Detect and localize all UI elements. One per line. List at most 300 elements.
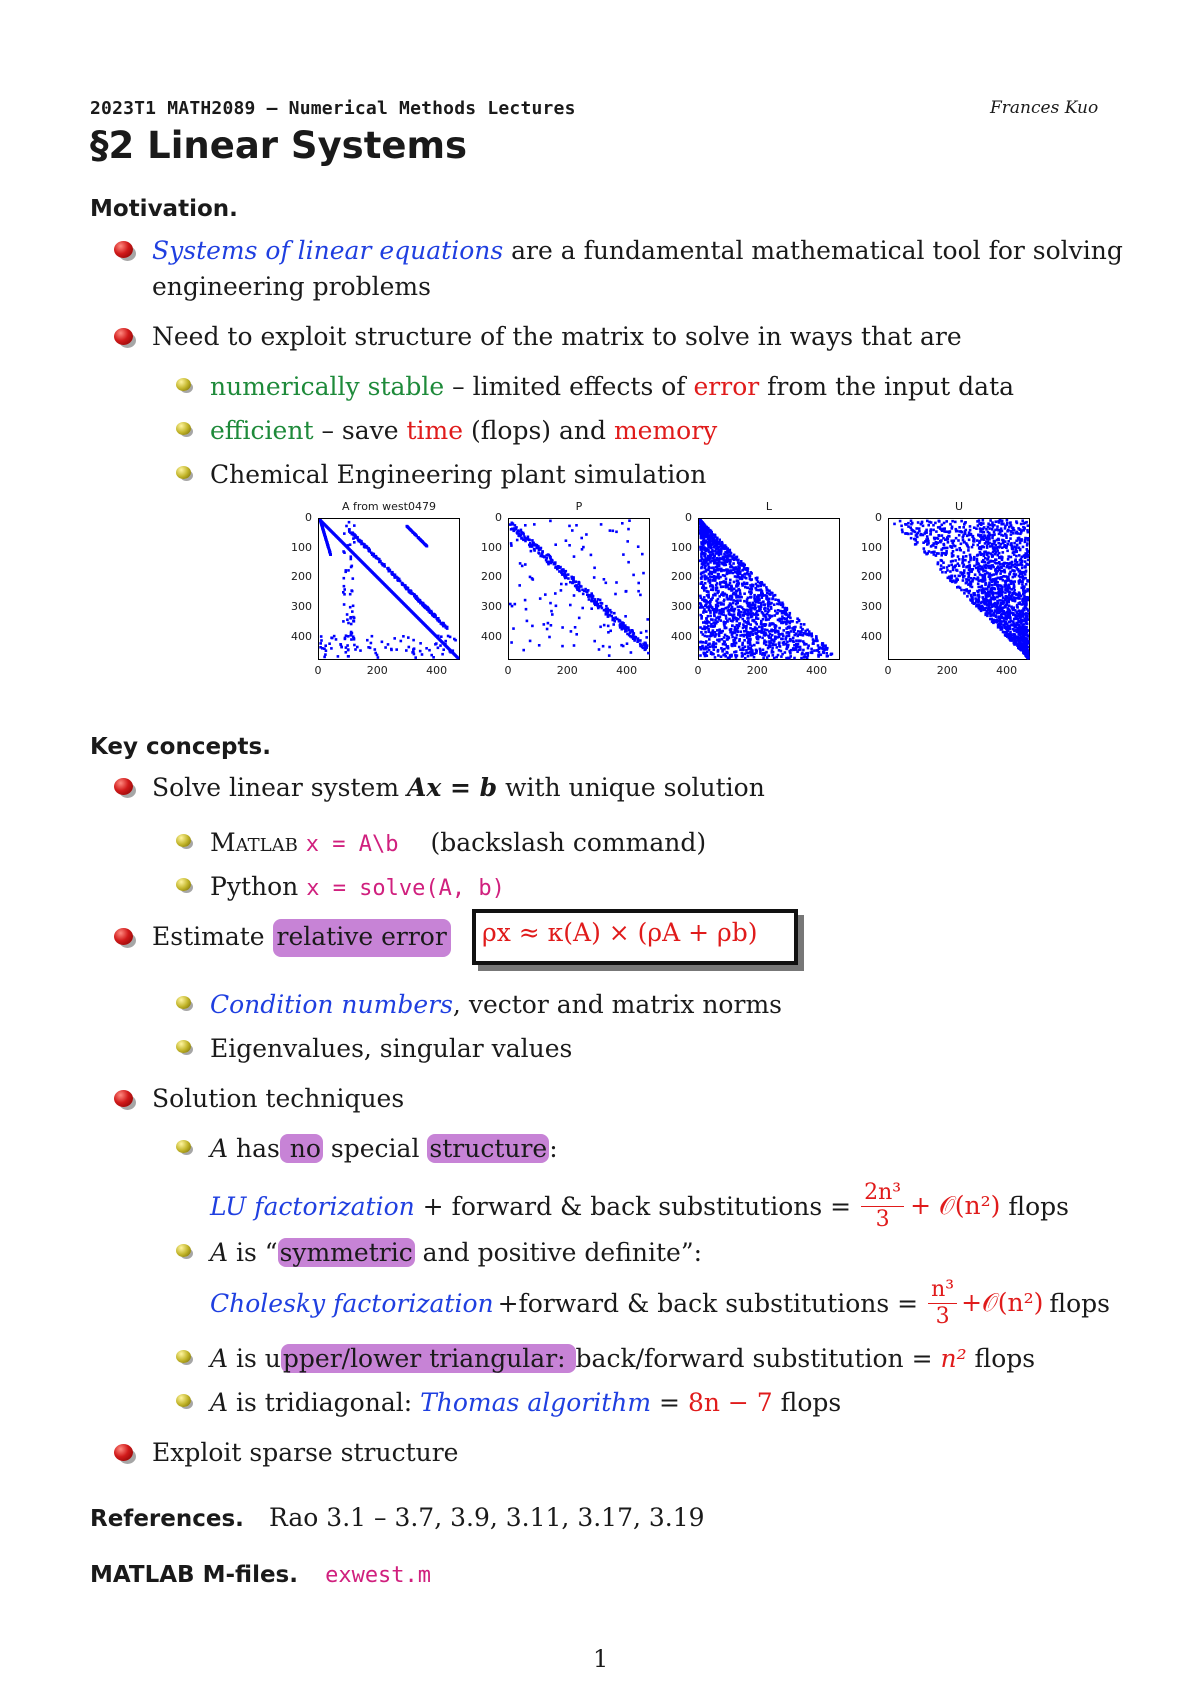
nonzero-marker — [801, 628, 804, 631]
page-title: §2 Linear Systems — [90, 124, 468, 167]
nonzero-marker — [739, 622, 742, 625]
nonzero-marker — [973, 526, 976, 529]
nonzero-marker — [749, 592, 752, 595]
nonzero-marker — [406, 525, 409, 528]
error-text: error — [693, 372, 760, 401]
nonzero-marker — [724, 634, 727, 637]
nonzero-marker — [527, 536, 530, 539]
cholesky-numerator: n³ — [928, 1279, 957, 1304]
nonzero-marker — [991, 534, 994, 537]
text-span: , vector and matrix norms — [452, 990, 782, 1019]
nonzero-marker — [1013, 553, 1016, 556]
nonzero-marker — [715, 587, 718, 590]
nonzero-marker — [1017, 623, 1020, 626]
nonzero-marker — [596, 603, 599, 606]
nonzero-marker — [900, 525, 903, 528]
nonzero-marker — [1015, 593, 1018, 596]
nonzero-marker — [711, 618, 714, 621]
nonzero-marker — [703, 589, 706, 592]
nonzero-marker — [724, 627, 727, 630]
nonzero-marker — [1024, 565, 1027, 568]
nonzero-marker — [350, 638, 353, 641]
nonzero-marker — [954, 521, 957, 524]
nonzero-marker — [603, 624, 606, 627]
nonzero-marker — [581, 589, 584, 592]
nonzero-marker — [728, 618, 731, 621]
nonzero-marker — [730, 655, 733, 658]
nonzero-marker — [421, 653, 424, 656]
nonzero-marker — [781, 638, 784, 641]
references-text: Rao 3.1 – 3.7, 3.9, 3.11, 3.17, 3.19 — [269, 1503, 705, 1532]
nonzero-marker — [615, 531, 618, 534]
nonzero-marker — [1009, 522, 1012, 525]
nonzero-marker — [710, 632, 713, 635]
flops-text: flops — [1049, 1288, 1110, 1318]
nonzero-marker — [758, 610, 761, 613]
nonzero-marker — [518, 584, 521, 587]
nonzero-marker — [958, 547, 961, 550]
nonzero-marker — [702, 641, 705, 644]
nonzero-marker — [737, 559, 740, 562]
nonzero-marker — [960, 530, 963, 533]
nonzero-marker — [777, 654, 780, 657]
nonzero-marker — [761, 596, 764, 599]
nonzero-marker — [384, 646, 387, 649]
nonzero-marker — [786, 641, 789, 644]
nonzero-marker — [1007, 540, 1010, 543]
matlab-code: x = A\b — [305, 832, 399, 857]
nonzero-marker — [347, 649, 350, 652]
nonzero-marker — [1023, 643, 1026, 646]
nonzero-marker — [1005, 536, 1008, 539]
nonzero-marker — [573, 644, 576, 647]
nonzero-marker — [519, 562, 522, 565]
nonzero-marker — [760, 621, 763, 624]
nonzero-marker — [752, 584, 755, 587]
nonzero-marker — [746, 614, 749, 617]
nonzero-marker — [960, 520, 963, 523]
nonzero-marker — [742, 647, 745, 650]
nonzero-marker — [598, 648, 601, 651]
nonzero-marker — [782, 612, 785, 615]
nonzero-marker — [755, 628, 758, 631]
nonzero-marker — [641, 645, 644, 648]
nonzero-marker — [602, 645, 605, 648]
nonzero-marker — [729, 555, 732, 558]
nonzero-marker — [1005, 617, 1008, 620]
nonzero-marker — [763, 633, 766, 636]
nonzero-marker — [954, 581, 957, 584]
text-span: has — [228, 1134, 280, 1163]
nonzero-marker — [777, 609, 780, 612]
nonzero-marker — [980, 607, 983, 610]
nonzero-marker — [716, 582, 719, 585]
nonzero-marker — [958, 534, 961, 537]
nonzero-marker — [943, 544, 946, 547]
nonzero-marker — [433, 615, 436, 618]
nonzero-marker — [324, 534, 327, 537]
nonzero-marker — [952, 566, 955, 569]
nonzero-marker — [574, 580, 577, 583]
nonzero-marker — [1024, 577, 1027, 580]
x-tick-label: 400 — [426, 664, 448, 677]
nonzero-marker — [772, 597, 775, 600]
nonzero-marker — [947, 541, 950, 544]
nonzero-marker — [995, 581, 998, 584]
nonzero-marker — [967, 549, 970, 552]
x-tick-label: 200 — [936, 664, 958, 677]
nonzero-marker — [1004, 599, 1007, 602]
nonzero-marker — [975, 563, 978, 566]
nonzero-marker — [591, 597, 594, 600]
sub-bullet-ball-icon — [176, 1140, 191, 1153]
nonzero-marker — [1019, 559, 1022, 562]
nonzero-marker — [965, 555, 968, 558]
nonzero-marker — [761, 611, 764, 614]
nonzero-marker — [962, 534, 965, 537]
nonzero-marker — [547, 622, 550, 625]
nonzero-marker — [405, 649, 408, 652]
nonzero-marker — [760, 602, 763, 605]
nonzero-marker — [759, 649, 762, 652]
nonzero-marker — [723, 640, 726, 643]
nonzero-marker — [1023, 586, 1026, 589]
nonzero-marker — [577, 581, 580, 584]
nonzero-marker — [982, 527, 985, 530]
nonzero-marker — [968, 564, 971, 567]
nonzero-marker — [981, 601, 984, 604]
nonzero-marker — [642, 572, 645, 575]
cholesky-fraction — [928, 1276, 957, 1329]
nonzero-marker — [810, 648, 813, 651]
nonzero-marker — [970, 599, 973, 602]
nonzero-marker — [1007, 558, 1010, 561]
nonzero-marker — [987, 552, 990, 555]
nonzero-marker — [726, 598, 729, 601]
nonzero-marker — [414, 656, 417, 659]
matlab-label: Matlab — [210, 828, 298, 857]
nonzero-marker — [742, 614, 745, 617]
nonzero-marker — [918, 527, 921, 530]
nonzero-marker — [713, 648, 716, 651]
nonzero-marker — [730, 569, 733, 572]
nonzero-marker — [939, 527, 942, 530]
nonzero-marker — [962, 579, 965, 582]
nonzero-marker — [976, 554, 979, 557]
nonzero-marker — [744, 586, 747, 589]
nonzero-marker — [639, 643, 642, 646]
nonzero-marker — [993, 604, 996, 607]
nonzero-marker — [969, 529, 972, 532]
nonzero-marker — [551, 613, 554, 616]
nonzero-marker — [733, 639, 736, 642]
nonzero-marker — [985, 599, 988, 602]
nonzero-marker — [645, 636, 648, 639]
nonzero-marker — [514, 524, 517, 527]
nonzero-marker — [343, 593, 346, 596]
triangular-highlight: pper/lower triangular: — [282, 1344, 574, 1373]
nonzero-marker — [721, 561, 724, 564]
nonzero-marker — [785, 607, 788, 610]
nonzero-marker — [736, 620, 739, 623]
nonzero-marker — [354, 648, 357, 651]
nonzero-marker — [1026, 623, 1029, 626]
nonzero-marker — [716, 592, 719, 595]
nonzero-marker — [374, 648, 377, 651]
nonzero-marker — [759, 652, 762, 655]
nonzero-marker — [1001, 613, 1004, 616]
nonzero-marker — [712, 621, 715, 624]
nonzero-marker — [702, 563, 705, 566]
nonzero-marker — [561, 645, 564, 648]
nonzero-marker — [958, 558, 961, 561]
nonzero-marker — [703, 608, 706, 611]
nonzero-marker — [636, 640, 639, 643]
nonzero-marker — [973, 557, 976, 560]
matrix-a: A — [210, 1238, 229, 1267]
matrix-a: A — [210, 1344, 229, 1373]
nonzero-marker — [999, 531, 1002, 534]
nonzero-marker — [1003, 620, 1006, 623]
nonzero-marker — [709, 530, 712, 533]
nonzero-marker — [719, 576, 722, 579]
nonzero-marker — [754, 599, 757, 602]
nonzero-marker — [824, 644, 827, 647]
spy-plot — [318, 518, 460, 660]
nonzero-marker — [726, 572, 729, 575]
nonzero-marker — [761, 637, 764, 640]
nonzero-marker — [938, 534, 941, 537]
nonzero-marker — [543, 623, 546, 626]
nonzero-marker — [418, 600, 421, 603]
nonzero-marker — [743, 626, 746, 629]
nonzero-marker — [609, 630, 612, 633]
nonzero-marker — [826, 655, 829, 658]
nonzero-marker — [350, 623, 353, 626]
nonzero-marker — [570, 630, 573, 633]
nonzero-marker — [343, 551, 346, 554]
nonzero-marker — [938, 520, 941, 523]
nonzero-marker — [923, 532, 926, 535]
nonzero-marker — [727, 636, 730, 639]
nonzero-marker — [825, 652, 828, 655]
text-span: + forward & back substitutions = — [414, 1191, 852, 1221]
nonzero-marker — [967, 546, 970, 549]
nonzero-marker — [926, 520, 929, 523]
nonzero-marker — [1006, 550, 1009, 553]
nonzero-marker — [554, 592, 557, 595]
nonzero-marker — [715, 642, 718, 645]
nonzero-marker — [743, 635, 746, 638]
nonzero-marker — [899, 520, 902, 523]
flops-text: flops — [1008, 1191, 1069, 1221]
y-tick-label: 100 — [481, 540, 502, 554]
nonzero-marker — [370, 642, 373, 645]
nonzero-marker — [1013, 542, 1016, 545]
nonzero-marker — [703, 648, 706, 651]
nonzero-marker — [924, 551, 927, 554]
nonzero-marker — [998, 592, 1001, 595]
nonzero-marker — [1000, 543, 1003, 546]
nonzero-marker — [582, 546, 585, 549]
nonzero-marker — [764, 610, 767, 613]
nonzero-marker — [907, 525, 910, 528]
nonzero-marker — [707, 558, 710, 561]
nonzero-marker — [996, 525, 999, 528]
nonzero-marker — [996, 600, 999, 603]
nonzero-marker — [929, 533, 932, 536]
nonzero-marker — [714, 656, 717, 659]
nonzero-marker — [729, 566, 732, 569]
nonzero-marker — [1009, 580, 1012, 583]
nonzero-marker — [950, 579, 953, 582]
nonzero-marker — [717, 602, 720, 605]
nonzero-marker — [773, 603, 776, 606]
nonzero-marker — [522, 649, 525, 652]
nonzero-marker — [1003, 570, 1006, 573]
nonzero-marker — [723, 564, 726, 567]
nonzero-marker — [593, 576, 596, 579]
nonzero-marker — [962, 576, 965, 579]
nonzero-marker — [1013, 583, 1016, 586]
nonzero-marker — [921, 521, 924, 524]
nonzero-marker — [972, 543, 975, 546]
nonzero-marker — [1006, 576, 1009, 579]
nonzero-marker — [738, 646, 741, 649]
nonzero-marker — [734, 631, 737, 634]
nonzero-marker — [749, 627, 752, 630]
nonzero-marker — [578, 617, 581, 620]
nonzero-marker — [949, 570, 952, 573]
nonzero-marker — [712, 641, 715, 644]
nonzero-marker — [375, 557, 378, 560]
nonzero-marker — [993, 619, 996, 622]
nonzero-marker — [1004, 612, 1007, 615]
nonzero-marker — [996, 539, 999, 542]
nonzero-marker — [746, 583, 749, 586]
author-name: Frances Kuo — [990, 98, 1099, 118]
nonzero-marker — [717, 654, 720, 657]
nonzero-marker — [709, 600, 712, 603]
nonzero-marker — [346, 618, 349, 621]
lu-order-term: + 𝒪(n²) — [910, 1191, 1001, 1220]
nonzero-marker — [750, 579, 753, 582]
nonzero-marker — [701, 535, 704, 538]
nonzero-marker — [962, 526, 965, 529]
nonzero-marker — [559, 566, 562, 569]
nonzero-marker — [351, 610, 354, 613]
nonzero-marker — [1021, 637, 1024, 640]
nonzero-marker — [719, 602, 722, 605]
nonzero-marker — [565, 539, 568, 542]
nonzero-marker — [747, 586, 750, 589]
nonzero-marker — [524, 563, 527, 566]
page-number: 1 — [593, 1645, 609, 1673]
nonzero-marker — [410, 529, 413, 532]
nonzero-marker — [1008, 526, 1011, 529]
nonzero-marker — [323, 656, 326, 659]
nonzero-marker — [419, 650, 422, 653]
nonzero-marker — [704, 628, 707, 631]
nonzero-marker — [319, 642, 322, 645]
nonzero-marker — [743, 592, 746, 595]
nonzero-marker — [1012, 551, 1015, 554]
nonzero-marker — [700, 603, 703, 606]
nonzero-marker — [797, 630, 800, 633]
nonzero-marker — [904, 523, 907, 526]
nonzero-marker — [704, 604, 707, 607]
nonzero-marker — [723, 608, 726, 611]
nonzero-marker — [719, 619, 722, 622]
nonzero-marker — [802, 632, 805, 635]
nonzero-marker — [732, 562, 735, 565]
nonzero-marker — [968, 569, 971, 572]
references-line — [90, 1503, 705, 1532]
nonzero-marker — [594, 598, 597, 601]
nonzero-marker — [755, 623, 758, 626]
nonzero-marker — [746, 598, 749, 601]
nonzero-marker — [785, 627, 788, 630]
sub-bullet-ball-icon — [176, 1244, 191, 1257]
nonzero-marker — [789, 639, 792, 642]
nonzero-marker — [621, 522, 624, 525]
nonzero-marker — [968, 575, 971, 578]
nonzero-marker — [804, 630, 807, 633]
nonzero-marker — [632, 574, 635, 577]
nonzero-marker — [567, 573, 570, 576]
nonzero-marker — [705, 640, 708, 643]
nonzero-marker — [449, 651, 452, 654]
nonzero-marker — [986, 558, 989, 561]
nonzero-marker — [366, 546, 369, 549]
text-span: : — [549, 1134, 558, 1163]
nonzero-marker — [810, 632, 813, 635]
nonzero-marker — [700, 648, 703, 651]
nonzero-marker — [622, 625, 625, 628]
x-tick-label: 0 — [314, 664, 322, 677]
nonzero-marker — [762, 600, 765, 603]
nonzero-marker — [733, 581, 736, 584]
nonzero-marker — [1019, 576, 1022, 579]
nonzero-marker — [982, 546, 985, 549]
nonzero-marker — [1004, 614, 1007, 617]
nonzero-marker — [708, 649, 711, 652]
nonzero-marker — [755, 612, 758, 615]
nonzero-marker — [408, 646, 411, 649]
nonzero-marker — [924, 540, 927, 543]
nonzero-marker — [743, 600, 746, 603]
nonzero-marker — [599, 626, 602, 629]
nonzero-marker — [387, 643, 390, 646]
nonzero-marker — [359, 649, 362, 652]
nonzero-marker — [951, 526, 954, 529]
nonzero-marker — [330, 647, 333, 650]
nonzero-marker — [1002, 596, 1005, 599]
nonzero-marker — [749, 623, 752, 626]
nonzero-marker — [716, 557, 719, 560]
nonzero-marker — [816, 640, 819, 643]
python-command-line — [210, 872, 505, 901]
nonzero-marker — [335, 638, 338, 641]
nonzero-marker — [351, 632, 354, 635]
nonzero-marker — [784, 611, 787, 614]
nonzero-marker — [983, 609, 986, 612]
nonzero-marker — [580, 537, 583, 540]
x-tick-label: 0 — [694, 664, 702, 677]
nonzero-marker — [628, 519, 631, 522]
nonzero-marker — [990, 589, 993, 592]
nonzero-marker — [998, 584, 1001, 587]
